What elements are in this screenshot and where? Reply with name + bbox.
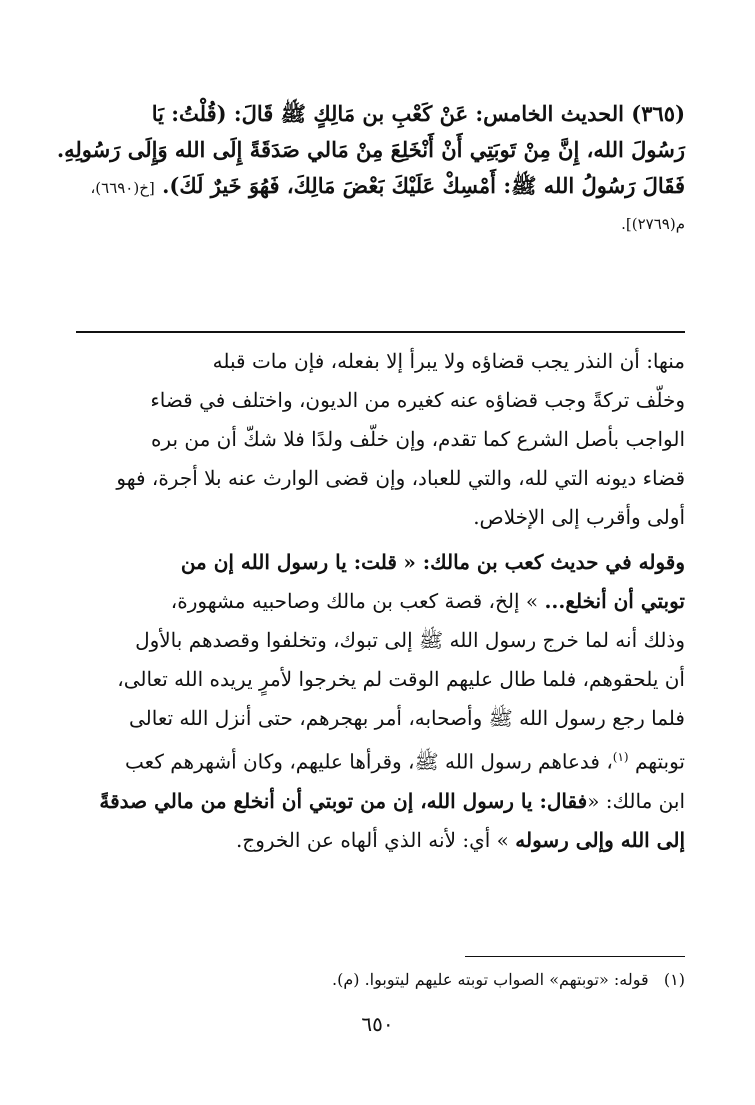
- footnote-marker: (١): [663, 970, 685, 989]
- hadith-text: [56, 96, 685, 242]
- page-number: ٦٥٠: [361, 1012, 394, 1036]
- commentary-text-span: ابن مالك: «: [587, 788, 685, 813]
- commentary-line: [74, 738, 685, 782]
- commentary-text: [74, 342, 685, 860]
- hadith-line: رَسُولَ الله، إِنَّ مِنْ تَوبَتِي أَنْ أَنْخَلِعَ مِنْ مَالي صَدَقَةً إِلَى الله وَإِلَى رَسُولِهِ.: [56, 137, 685, 162]
- source-reference: م(٢٧٦٩)].: [621, 215, 685, 233]
- quoted-hadith: إلى الله وإلى رسوله: [515, 827, 685, 852]
- commentary-intro: وقوله في حديث كعب بن مالك: «: [403, 550, 685, 574]
- footnote: [74, 966, 685, 994]
- section-divider: [76, 331, 685, 333]
- commentary-line: قضاء ديونه التي لله، والتي للعباد، وإن قضى الوارث عنه بلا أجرة، فهو: [116, 466, 685, 490]
- hadith-line: (٣٦٥) الحديث الخامس: عَنْ كَعْبِ بن مَالِكٍ ﷺ قَالَ: (قُلْتُ: يَا: [151, 101, 685, 126]
- commentary-line: [74, 582, 685, 621]
- commentary-line: الواجب بأصل الشرع كما تقدم، وإن خلّف ولدًا فلا شكّ أن من بره: [150, 427, 685, 451]
- commentary-line: منها: أن النذر يجب قضاؤه ولا يبرأ إلا بفعله، فإن مات قبله: [212, 349, 685, 373]
- commentary-line: [74, 821, 685, 860]
- quoted-hadith: فقال: يا رسول الله، إن من توبتي أن أنخلع من مالي صدقةً: [99, 788, 588, 813]
- commentary-text-span: » إلخ، قصة كعب بن مالك وصاحبيه مشهورة،: [170, 589, 539, 613]
- commentary-text-span: توبتهم: [634, 749, 685, 774]
- footnote-reference[interactable]: (١): [612, 750, 629, 764]
- commentary-line: وخلّف تركةً وجب قضاؤه عنه كغيره من الديون، واختلف في قضاء: [150, 388, 685, 412]
- commentary-line: أن يلحقوهم، فلما طال عليهم الوقت لم يخرجوا لأمرٍ يريده الله تعالى،: [117, 667, 685, 691]
- hadith-line-text: فَقَالَ رَسُولُ الله ﷺ: أَمْسِكْ عَلَيْكَ بَعْضَ مَالِكَ، فَهُوَ خَيرٌ لَكَ).: [162, 173, 685, 198]
- hadith-line: [74, 168, 685, 206]
- source-reference: [خ(٦٦٩٠)،: [90, 179, 155, 197]
- commentary-line: أولى وأقرب إلى الإخلاص.: [473, 505, 685, 529]
- quoted-hadith: توبتي أن أنخلع...: [544, 589, 685, 613]
- footnote-text: قوله: «توبتهم» الصواب توبته عليهم ليتوبوا. (م).: [332, 970, 649, 989]
- commentary-text-span: ، فدعاهم رسول الله ﷺ، وقرأها عليهم، وكان أشهرهم كعب: [125, 749, 613, 774]
- footnote-divider: [465, 956, 685, 957]
- quoted-hadith: قلت: يا رسول الله إن من: [180, 550, 397, 574]
- commentary-text-span: » أي: لأنه الذي ألهاه عن الخروج.: [235, 827, 509, 852]
- commentary-line: [74, 543, 685, 582]
- commentary-line: [74, 782, 685, 821]
- commentary-line: وذلك أنه لما خرج رسول الله ﷺ إلى تبوك، وتخلفوا وقصدهم بالأول: [135, 628, 685, 652]
- commentary-line: فلما رجع رسول الله ﷺ وأصحابه، أمر بهجرهم، حتى أنزل الله تعالى: [129, 706, 685, 730]
